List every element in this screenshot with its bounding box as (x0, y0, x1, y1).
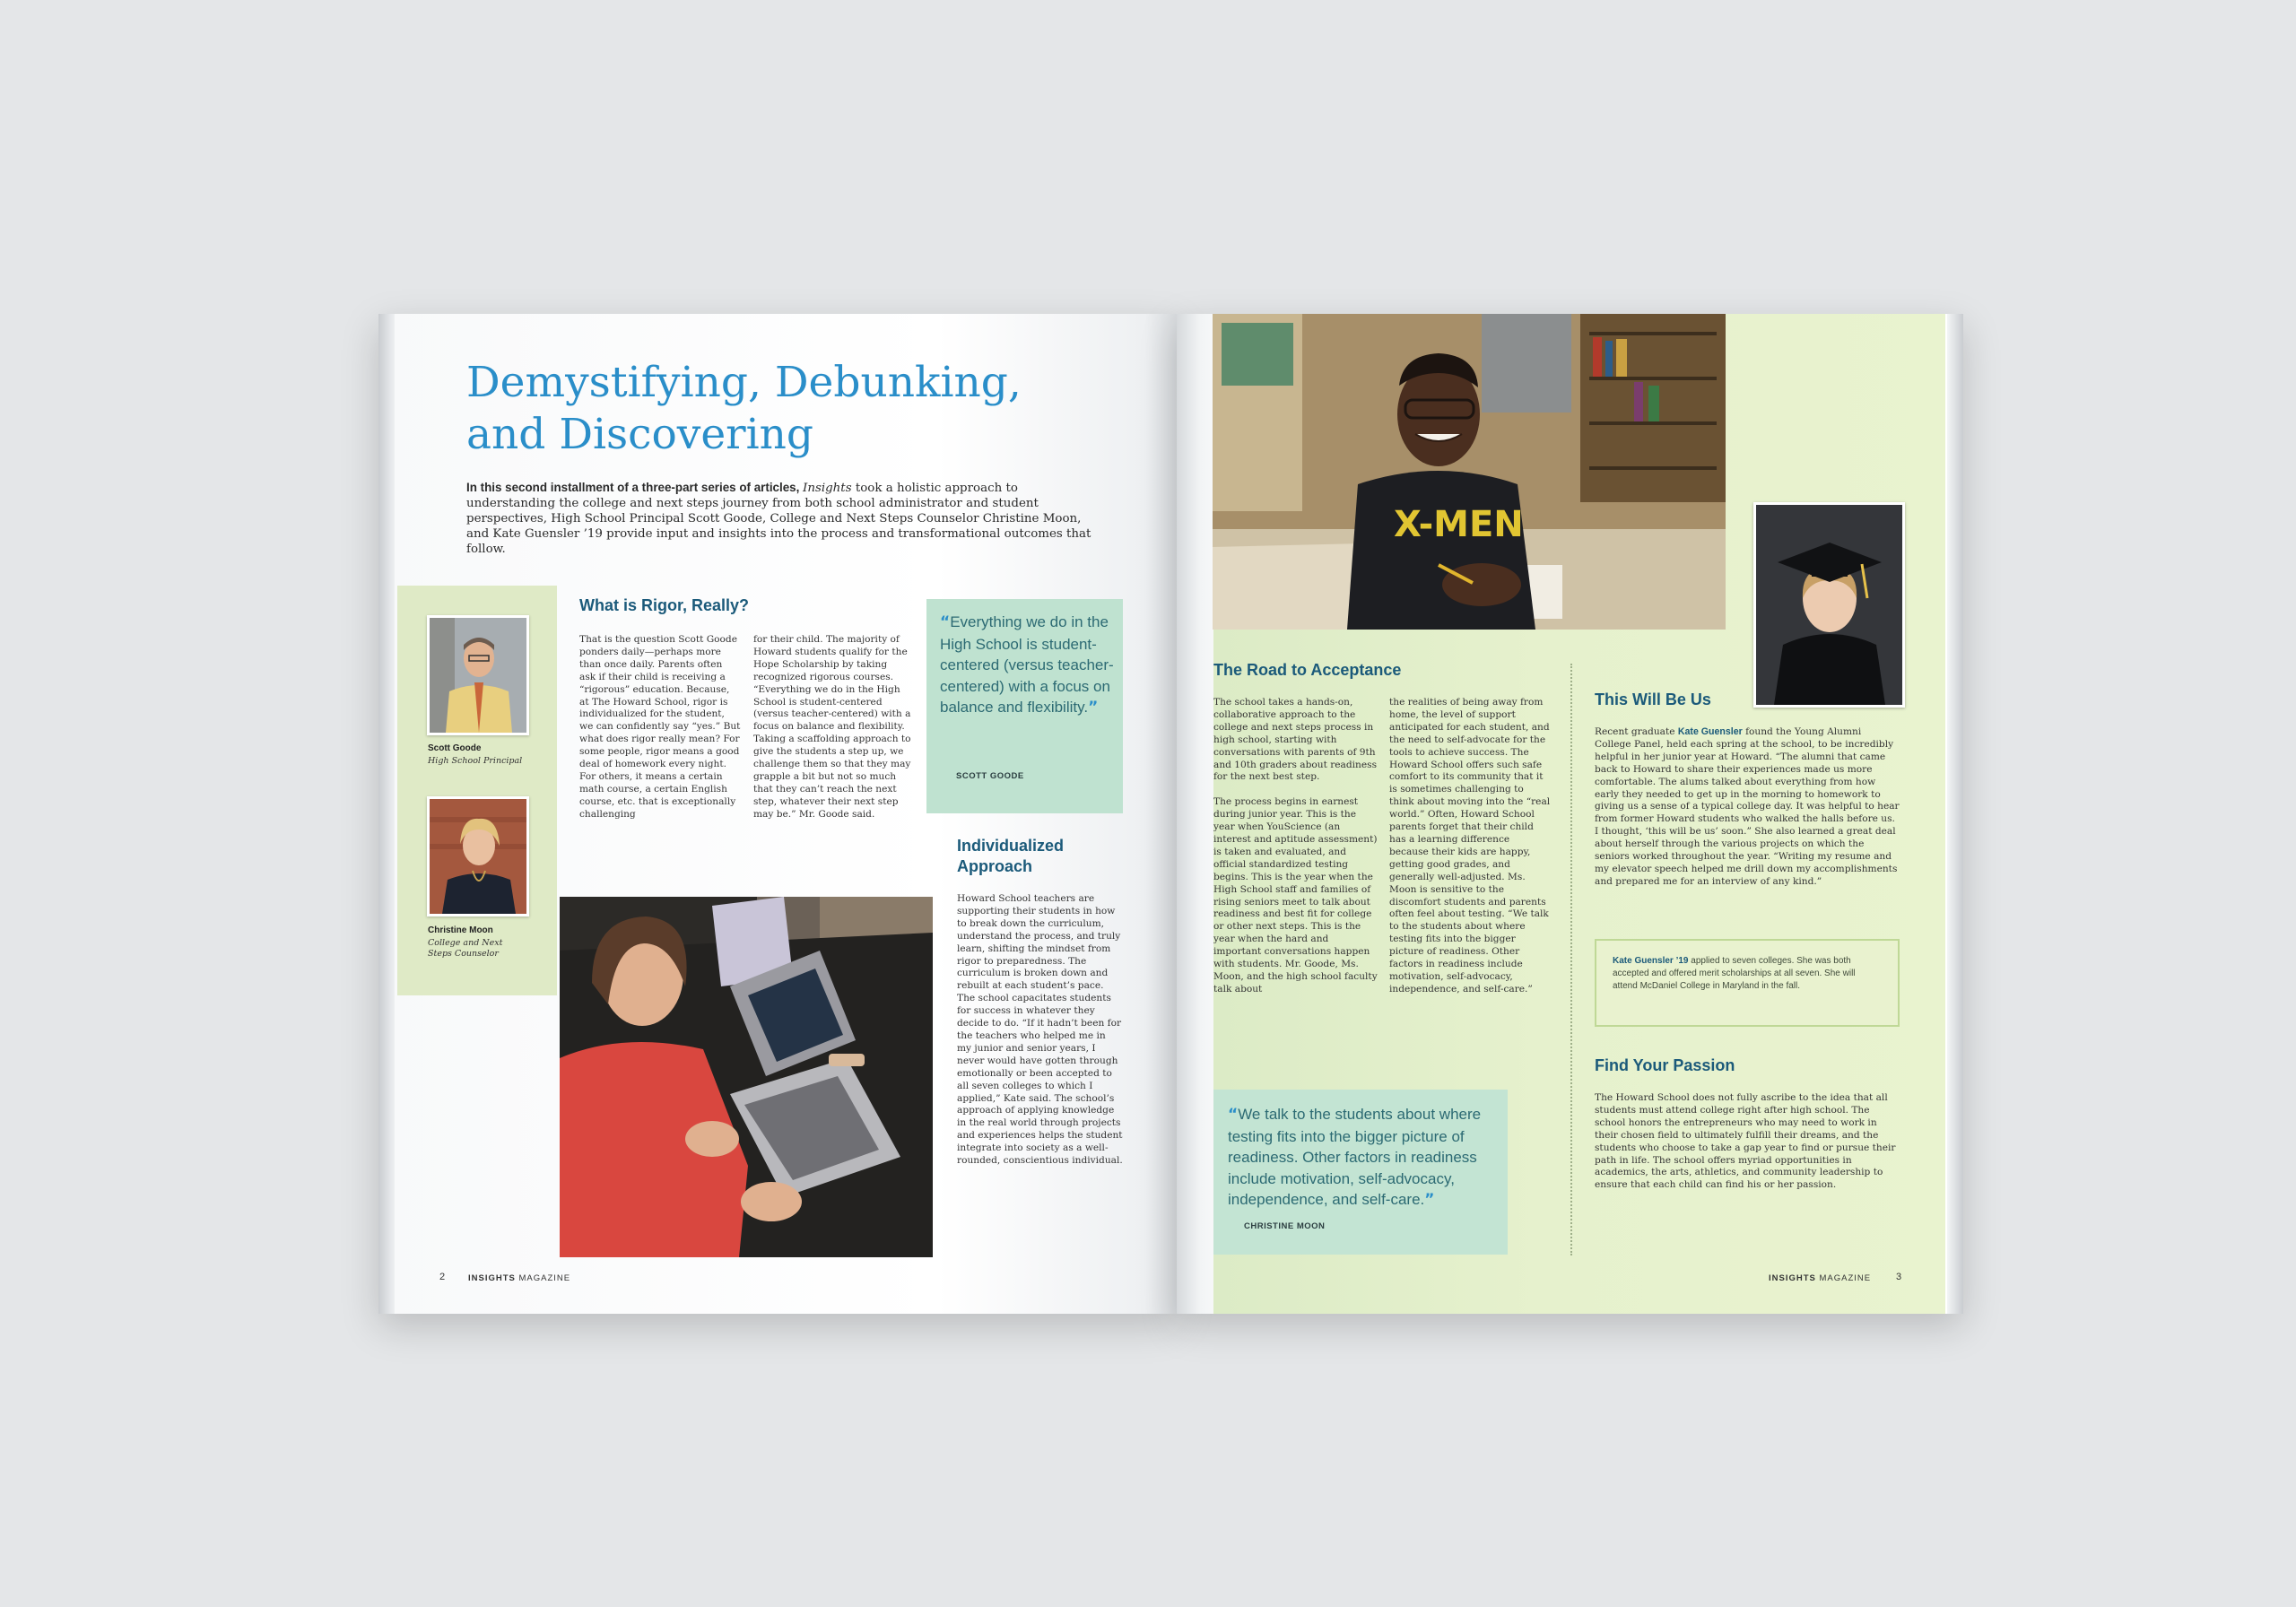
folio-right (1769, 1273, 1871, 1283)
caption-role-2: College and Next Steps Counselor (428, 938, 503, 959)
caption-name-1: Scott Goode (428, 743, 482, 753)
intro-lead: In this second installment of a three-part series of articles, (466, 481, 804, 494)
road-column-1: The school takes a hands-on, collaborative approach to the college and next steps process in high school, starting with conversations with parents of 9th and 10th graders about readiness for the next best step. The process begins in earnest during junior year. This is the year when YouScience (an interest and aptitude assessment) is taken and evaluated, and official standardized testing begins. This is the year when the High School staff and families of rising seniors meet to talk about readiness and best fit for college or other next steps. This is the year when the hard and important conversations happen with students. Mr. Goode, Ms. Moon, and the high school faculty talk about (1213, 697, 1378, 995)
pull-quote-body: Everything we do in the High School is student-centered (versus teacher-centered) with a focus on balance and flexibility. (940, 613, 1114, 716)
portrait-christine-moon (427, 796, 529, 916)
folio-left-rest: MAGAZINE (515, 1273, 571, 1283)
callout-text (1613, 955, 1882, 993)
graduate-portrait-image (1756, 505, 1902, 705)
rigor-column-2: for their child. The majority of Howard students qualify for the Hope Scholarship by taking recognized rigorous courses. “Everything we do in the High School is student-centered (versus teacher-centered) with a focus on balance and flexibility. Taking a scaffolding approach to give the students a step up, we challenge them so that they may grapple a bit but not so much that they can’t reach the next step, whatever their next step may be.” Mr. Goode said. (753, 634, 911, 820)
callout-body: applied to seven colleges. She was both accepted and offered merit scholarships at all seven. She will attend McDaniel College in Maryland in the fall. (1613, 956, 1856, 991)
page-edge-left (378, 314, 395, 1314)
heading-find-your-passion: Find Your Passion (1595, 1056, 1735, 1074)
callout-name: Kate Guensler ’19 (1613, 956, 1689, 966)
intro-magazine-name: Insights (803, 482, 852, 495)
open-quote-icon: “ (940, 613, 951, 631)
callout-kate (1595, 939, 1900, 1027)
portrait-scott-goode (427, 615, 529, 735)
title-line-2: and Discovering (466, 410, 813, 459)
caption-role-1: High School Principal (428, 756, 523, 766)
folio-right-rest: MAGAZINE (1815, 1273, 1872, 1283)
smiling-student-image (1213, 314, 1726, 630)
page-edge-right (1947, 314, 1963, 1314)
page-number-left: 2 (439, 1272, 446, 1282)
folio-left-bold: INSIGHTS (468, 1273, 516, 1283)
column-divider (1570, 664, 1572, 1255)
folio-right-bold: INSIGHTS (1769, 1273, 1816, 1283)
student-laptop-image (560, 897, 933, 1257)
this-will-be-us-body (1595, 726, 1900, 889)
photo-student-smiling (1213, 314, 1726, 630)
man-portrait-image (430, 618, 526, 733)
twbu-name: Kate Guensler (1677, 726, 1743, 737)
twbu-body: found the Young Alumni College Panel, held each spring at the school, to be incredibly helpful in her junior year at Howard. “The alumni that came back to Howard to share their experiences made us more comfortable. The alums talked about everything from how early they needed to get up in the morning to homework to giving us a sense of a typical college day. It was helpful to hear from former Howard students who walked the halls before us. I thought, ‘this will be us’ soon.” She also learned a great deal about herself through the various projects on which the seniors worked throughout the year. “Writing my resume and my elevator speech helped me drill down my accomplishments and prepared me for an interview of any kind.” (1595, 726, 1900, 887)
folio-left (468, 1273, 570, 1283)
close-quote-icon: ” (1088, 699, 1099, 717)
intro-rest: took a holistic approach to understanding the college and next steps journey from both school administrator and student perspectives, High School Principal Scott Goode, College and Next Steps Counselor Christine Moon, and Kate Guensler ’19 provide input and insights into the process and transformational outcomes that follow. (466, 482, 1091, 556)
pull-quote-attribution: SCOTT GOODE (956, 771, 1024, 781)
photo-graduate (1753, 502, 1905, 708)
photo-student-laptop (560, 897, 933, 1257)
open-quote-icon-2: “ (1228, 1106, 1239, 1124)
page-number-right: 3 (1896, 1272, 1902, 1282)
passion-body: The Howard School does not fully ascribe to the idea that all students must attend college right after high school. The school honors the entrepreneurs who may need to work in their chosen field to ultimately fulfill their dreams, and the students who choose to take a gap year to find or pursue their path in life. The school offers myriad opportunities in academics, the arts, athletics, and community leadership to ensure that each child can find his or her passion. (1595, 1092, 1896, 1191)
pull-quote-right-body: We talk to the students about where testing fits into the bigger picture of readiness. Other factors in readiness include motivation, self-advocacy, independence, and self-care. (1228, 1106, 1482, 1208)
heading-this-will-be-us: This Will Be Us (1595, 691, 1711, 708)
heading-rigor: What is Rigor, Really? (579, 596, 750, 614)
pull-quote-right-text (1228, 1104, 1495, 1212)
pull-quote-christine (1213, 1090, 1508, 1255)
shirt-print: X-MEN (1394, 504, 1524, 545)
close-quote-icon-2: ” (1424, 1191, 1435, 1209)
article-title (466, 357, 1094, 461)
twbu-lead: Recent graduate (1595, 726, 1678, 737)
heading-road: The Road to Acceptance (1213, 661, 1402, 679)
title-line-1: Demystifying, Debunking, (466, 358, 1022, 407)
road-column-2: the realities of being away from home, the level of support anticipated for each student, and the need to self-advocate for the tools to achieve success. The Howard School offers such safe comfort to its community that it is sometimes challenging to think about moving into the “real world.” Often, Howard School parents forget that their child has a learning difference because their kids are happy, getting good grades, and generally well-adjusted. Ms. Moon is sensitive to the discomfort students and parents often feel about testing. “We talk to the students about where testing fits into the bigger picture of readiness. Other factors in readiness include motivation, self-advocacy, independence, and self-care.” (1389, 697, 1551, 995)
heading-individualized: Individualized Approach (957, 837, 1065, 875)
pull-quote-right-attribution: CHRISTINE MOON (1244, 1221, 1326, 1231)
pull-quote-scott (926, 599, 1123, 813)
individualized-body: Howard School teachers are supporting their students in how to break down the curriculum, understand the process, and truly learn, shifting the mindset from rigor to preparedness. The curriculum is broken down and rebuilt at each student’s pace. The school capacitates students for success in whatever they decide to do. “If it hadn’t been for the teachers who helped me in my junior and senior years, I never would have gotten through emotionally or been accepted to all seven colleges to which I applied,” Kate said. The school’s approach of applying knowledge in the real world through projects and experiences helps the student integrate into society as a well-rounded, conscientious individual. (957, 893, 1123, 1167)
caption-name-2: Christine Moon (428, 925, 493, 935)
woman-portrait-image (430, 799, 526, 914)
rigor-column-1: That is the question Scott Goode ponders daily—perhaps more than once daily. Parents often ask if their child is receiving a “rigorous” education. Because, at The Howard School, rigor is individualized for the student, we can confidently say “yes.” But what does rigor really mean? For some people, rigor means a good deal of homework every night. For others, it means a certain math course, a certain English course, etc. that is exceptionally challenging (579, 634, 741, 820)
article-intro (466, 480, 1094, 557)
pull-quote-text (940, 612, 1115, 719)
